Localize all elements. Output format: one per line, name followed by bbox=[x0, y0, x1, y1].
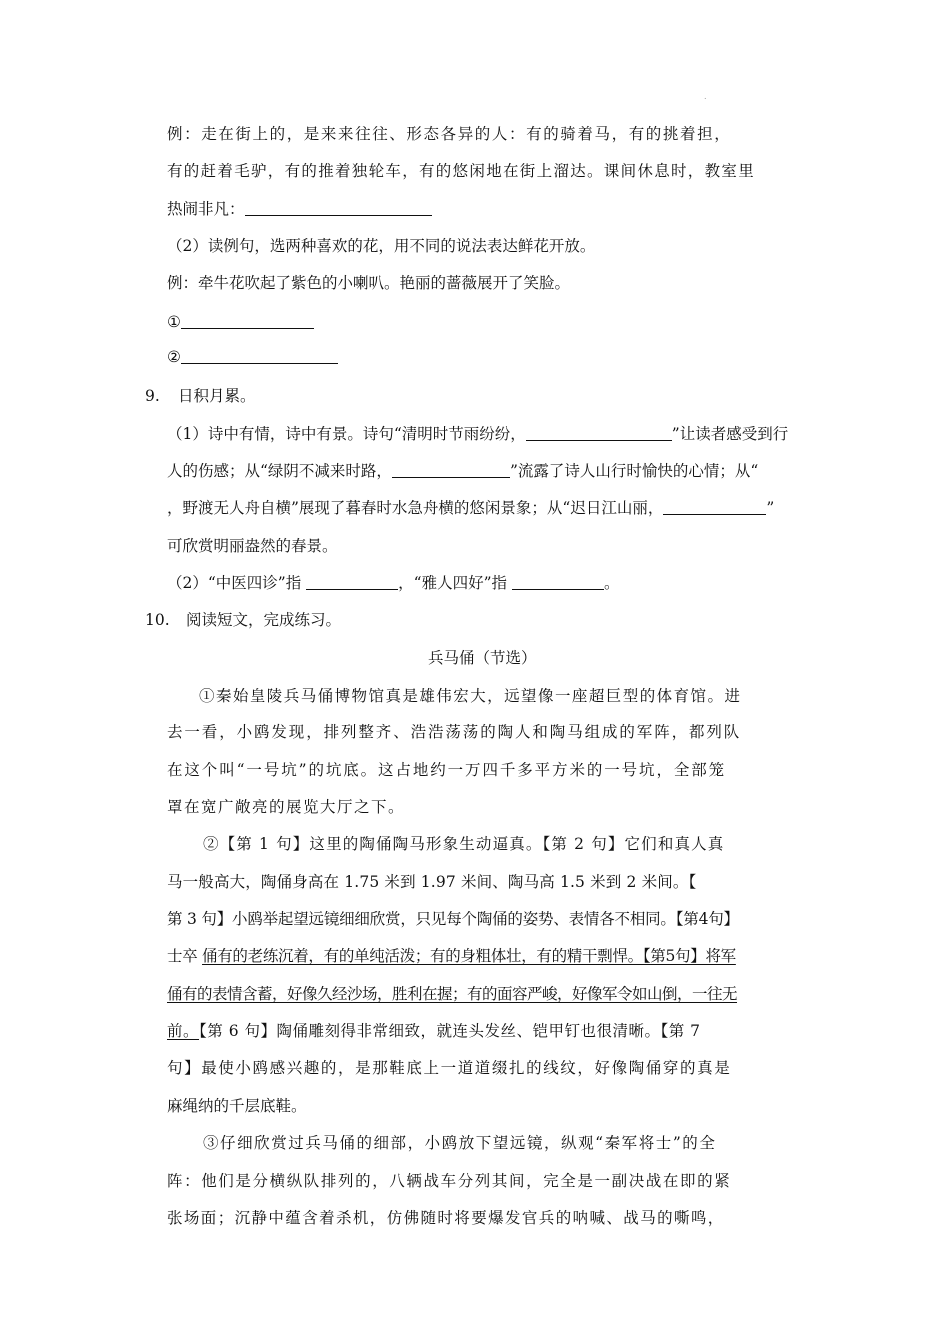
q9-text-2a: 人的伤感；从“绿阴不减来时路， bbox=[167, 462, 392, 480]
paragraph-2-line-1: ②【第 1 句】这里的陶俑陶马形象生动逼真。【第 2 句】它们和真人真 bbox=[203, 835, 725, 853]
q9-text-1b: ”让读者感受到行 bbox=[671, 425, 789, 443]
underlined-sentence-4-5: 俑有的老练沉着，有的单纯活泼；有的身粗体壮，有的精干剽悍。【第5句】将军 bbox=[202, 947, 736, 965]
q8-subquestion-2: （2）读例句，选两种喜欢的花，用不同的说法表达鲜花开放。 bbox=[167, 237, 596, 255]
paragraph-2-line-7: 句】最使小鸥感兴趣的，是那鞋底上一道道缀扎的线纹，好像陶俑穿的真是 bbox=[167, 1059, 732, 1077]
q9-text-3b: ” bbox=[766, 499, 775, 517]
answer-blank-q8-1[interactable] bbox=[245, 200, 432, 216]
page-dot: . bbox=[704, 92, 707, 101]
q9-line-3 bbox=[167, 497, 774, 519]
q9-line-1 bbox=[167, 423, 788, 445]
paragraph-3-line-2: 阵：他们是分横纵队排列的，八辆战车分列其间，完全是一副决战在即的紧 bbox=[167, 1172, 732, 1190]
q10-title: 阅读短文，完成练习。 bbox=[186, 611, 342, 629]
q8-answer-line-2 bbox=[167, 346, 338, 368]
paragraph-2-line-2: 马一般高大，陶俑身高在 1.75 米到 1.97 米间、陶马高 1.5 米到 2 米间。【 bbox=[167, 873, 697, 891]
paragraph-1-line-2: 去一看，小鸥发现，排列整齐、浩浩荡荡的陶人和陶马组成的军阵，都列队 bbox=[167, 723, 742, 741]
q8-example-2: 例：牵牛花吹起了紫色的小喇叭。艳丽的蔷薇展开了笑脸。 bbox=[167, 274, 571, 292]
paragraph-1-line-4: 罩在宽广敞亮的展览大厅之下。 bbox=[167, 798, 406, 816]
paragraph-3-line-1: ③仔细欣赏过兵马俑的细部，小鸥放下望远镜，纵观“秦军将士”的全 bbox=[203, 1134, 717, 1152]
paragraph-2-line-6 bbox=[167, 1020, 701, 1042]
q9-line-2 bbox=[167, 460, 758, 482]
circled-number-1: ① bbox=[167, 313, 181, 331]
q9-line-5 bbox=[167, 572, 619, 594]
q10-number: 10. bbox=[145, 611, 170, 629]
q9-text-2b: ”流露了诗人山行时愉快的心情；从“ bbox=[509, 462, 759, 480]
answer-blank-q8-2b[interactable] bbox=[181, 348, 338, 364]
q9-text-5b: ，“雅人四好”指 bbox=[398, 574, 508, 592]
q9-number: 9. bbox=[145, 387, 160, 405]
paragraph-2-line-8: 麻绳纳的千层底鞋。 bbox=[167, 1097, 307, 1115]
q8-example-line-3 bbox=[167, 198, 432, 220]
paragraph-2-line-3: 第 3 句】小鸥举起望远镜细细欣赏，只见每个陶俑的姿势、表情各不相同。【第4句】 bbox=[167, 910, 739, 928]
q8-answer-line-1 bbox=[167, 311, 314, 333]
q8-example-line-2: 有的赶着毛驴，有的推着独轮车，有的悠闲地在街上溜达。课间休息时，教室里 bbox=[167, 162, 756, 180]
answer-blank-q9-1[interactable] bbox=[526, 425, 672, 441]
paragraph-3-line-3: 张场面；沉静中蕴含着杀机，仿佛随时将要爆发官兵的呐喊、战马的嘶鸣， bbox=[167, 1209, 725, 1227]
q9-title: 日积月累。 bbox=[178, 387, 256, 405]
q9-text-5a: （2）“中医四诊”指 bbox=[167, 574, 302, 592]
q9-line-4: 可欣赏明丽盎然的春景。 bbox=[167, 537, 338, 555]
q9-text-1a: （1）诗中有情，诗中有景。诗句“清明时节雨纷纷， bbox=[167, 425, 526, 443]
q9-text-3a: ，野渡无人舟自横”展现了暮春时水急舟横的悠闲景象；从“迟日江山丽， bbox=[167, 499, 664, 517]
q9-text-5c: 。 bbox=[603, 574, 620, 592]
paragraph-2-text-4a: 士卒 bbox=[167, 947, 203, 965]
answer-blank-q8-2a[interactable] bbox=[181, 313, 314, 329]
circled-number-2: ② bbox=[167, 348, 181, 366]
answer-blank-q9-3[interactable] bbox=[663, 499, 766, 515]
passage-title: 兵马俑（节选） bbox=[428, 649, 537, 667]
paragraph-1-line-3: 在这个叫“一号坑”的坑底。这占地约一万四千多平方米的一号坑，全部笼 bbox=[167, 761, 727, 779]
q8-example-line-1: 例：走在街上的，是来来往往、形态各异的人：有的骑着马，有的挑着担， bbox=[167, 125, 732, 143]
paragraph-2-line-5: 俑有的表情含蓄，好像久经沙场，胜利在握；有的面容严峻，好像军令如山倒，一往无 bbox=[167, 985, 738, 1003]
paragraph-1-line-1: ①秦始皇陵兵马俑博物馆真是雄伟宏大，远望像一座超巨型的体育馆。进 bbox=[199, 687, 742, 705]
answer-blank-q9-2[interactable] bbox=[392, 462, 510, 478]
underlined-sentence-end: 前。 bbox=[167, 1022, 200, 1040]
answer-blank-q9-5[interactable] bbox=[512, 574, 604, 590]
q8-prompt-text: 热闹非凡： bbox=[167, 200, 245, 218]
paragraph-2-text-6b: 【第 6 句】陶俑雕刻得非常细致，就连头发丝、铠甲钉也很清晰。【第 7 bbox=[199, 1022, 701, 1040]
answer-blank-q9-4[interactable] bbox=[306, 574, 398, 590]
paragraph-2-line-4 bbox=[167, 945, 736, 967]
